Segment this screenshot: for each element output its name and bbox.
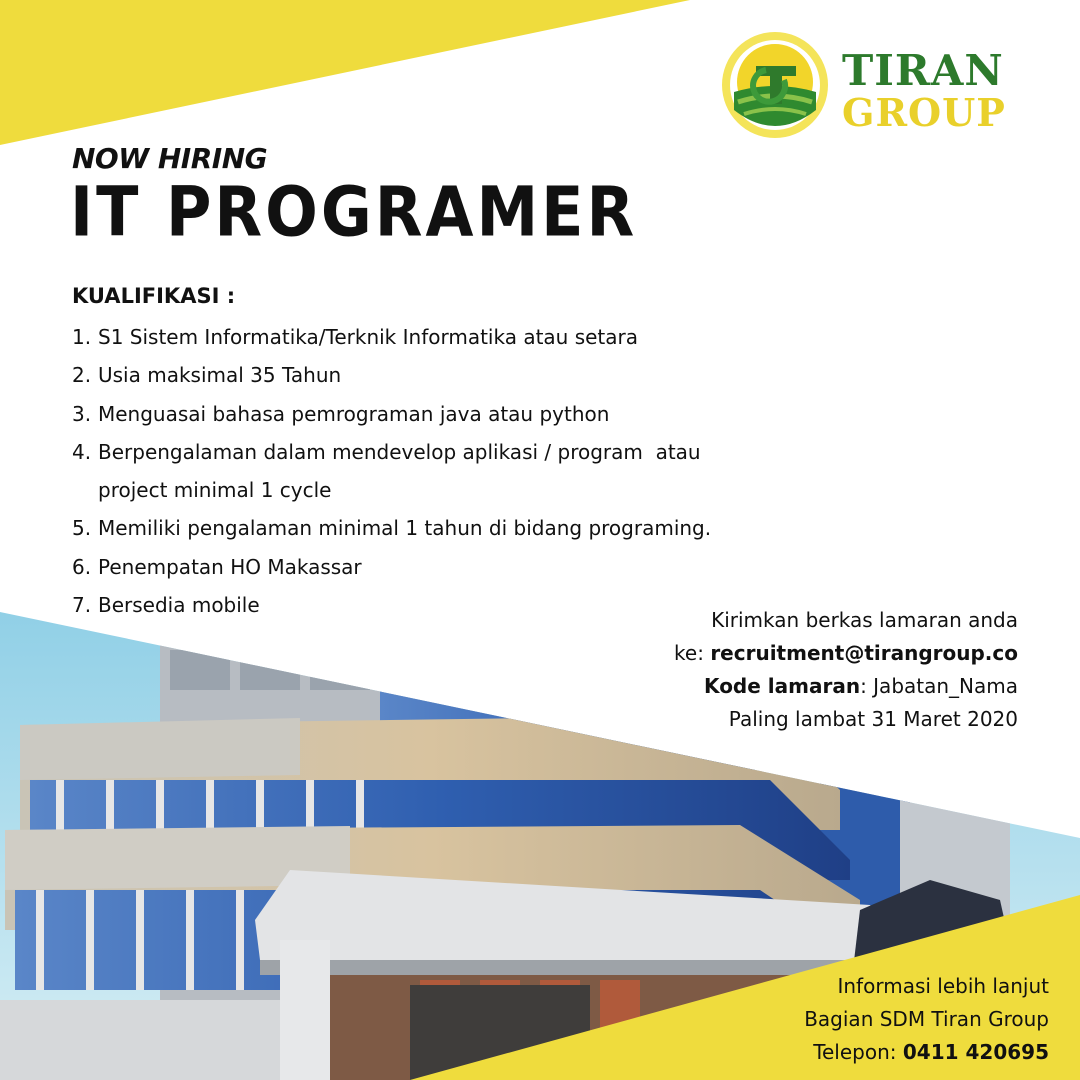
email-line: [598, 637, 1018, 670]
list-item-number: 1.: [72, 325, 92, 349]
list-item-text: Memiliki pengalaman minimal 1 tahun di bidang programing.: [98, 516, 712, 541]
list-item-text: Bersedia mobile: [98, 593, 260, 618]
top-yellow-band: [0, 0, 690, 145]
application-code-line: [598, 670, 1018, 703]
list-item-number: 5.: [72, 516, 92, 541]
email-prefix: ke:: [674, 641, 711, 665]
list-item-number: 2.: [72, 363, 92, 388]
list-item-number: 7.: [72, 593, 92, 618]
qualifications-heading: KUALIFIKASI :: [72, 284, 236, 308]
list-item: [72, 548, 772, 586]
list-item-continuation: [72, 471, 772, 509]
list-item: [72, 356, 772, 394]
list-item-number: 4.: [72, 439, 92, 464]
list-item: [72, 433, 772, 471]
list-item-text: Menguasai bahasa pemrograman java atau python: [98, 401, 610, 426]
deadline-line: Paling lambat 31 Maret 2020: [728, 707, 1018, 731]
now-hiring-label: NOW HIRING: [72, 142, 268, 175]
list-item-number: [72, 471, 98, 509]
list-item-text: project minimal 1 cycle: [98, 478, 332, 503]
list-item: [72, 395, 772, 433]
application-code-value: : Jabatan_Nama: [860, 674, 1018, 698]
list-item-text: Usia maksimal 35 Tahun: [98, 363, 342, 388]
list-item-text: S1 Sistem Informatika/Terknik Informatika atau setara: [98, 325, 639, 349]
phone-label: Telepon:: [813, 1040, 903, 1064]
contact-department: Bagian SDM Tiran Group: [804, 1007, 1049, 1031]
list-item-number: 3.: [72, 401, 92, 426]
contact-intro: Informasi lebih lanjut: [837, 974, 1049, 998]
brand-name-top: TIRAN: [842, 46, 1004, 95]
brand-name-bottom: GROUP: [842, 90, 1006, 135]
brand-logo: [720, 30, 1010, 145]
list-item: [72, 318, 772, 356]
application-code-label: Kode lamaran: [704, 674, 861, 698]
phone-line: [629, 1036, 1049, 1069]
qualifications-list: [72, 318, 772, 624]
send-instruction: Kirimkan berkas lamaran anda: [711, 608, 1018, 632]
list-item-text: Penempatan HO Makassar: [98, 554, 362, 579]
job-title: IT PROGRAMER: [70, 171, 638, 252]
application-info: [598, 604, 1018, 736]
contact-info: [629, 970, 1049, 1069]
list-item: [72, 509, 772, 547]
tiran-group-emblem-icon: [720, 30, 830, 140]
list-item-text: Berpengalaman dalam mendevelop aplikasi / program atau: [98, 439, 701, 464]
phone-number: 0411 420695: [902, 1040, 1049, 1064]
list-item-number: 6.: [72, 554, 92, 579]
recruitment-email: recruitment@tirangroup.co: [710, 641, 1018, 665]
